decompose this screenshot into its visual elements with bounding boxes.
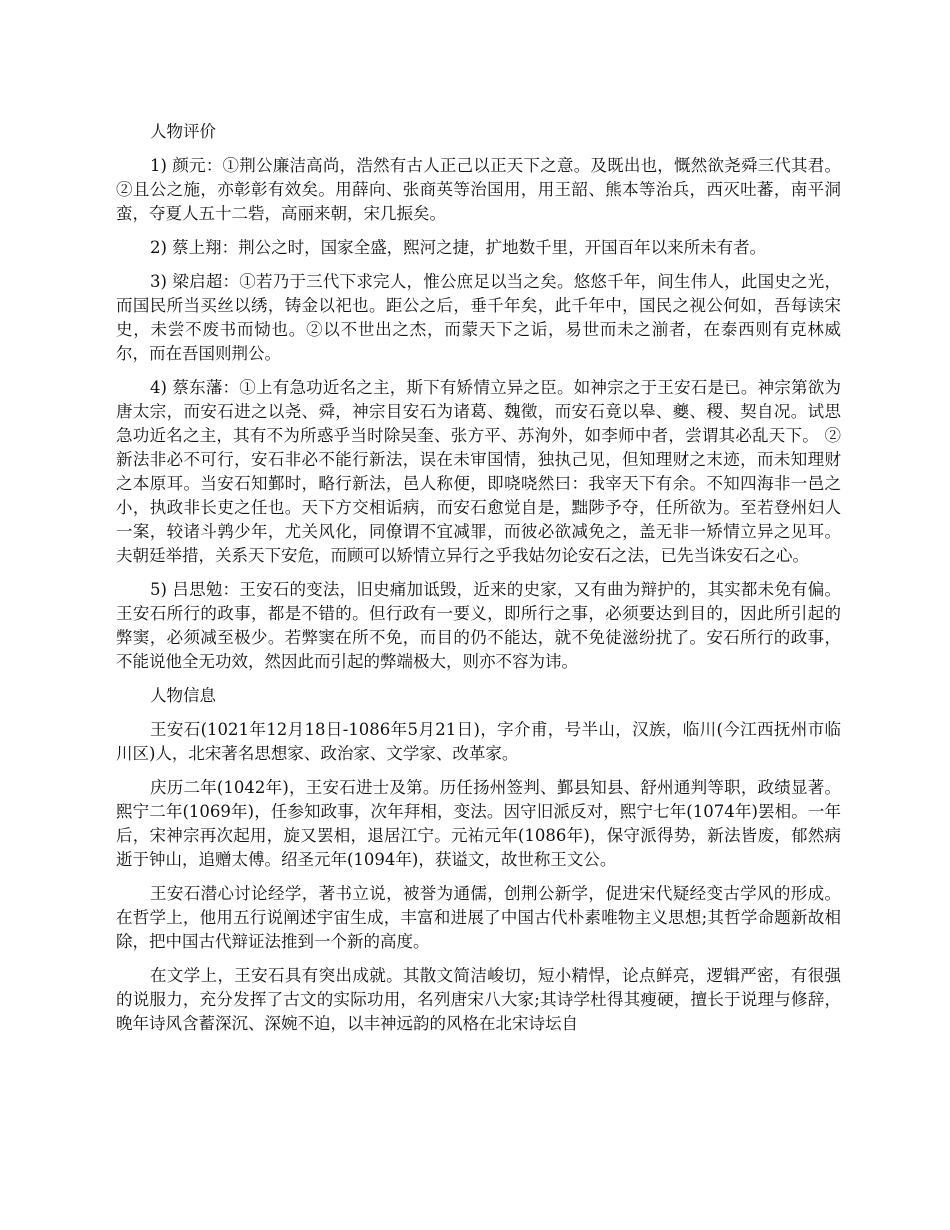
section-heading-evaluation: 人物评价 [150, 122, 216, 141]
section-heading-info: 人物信息 [150, 686, 216, 705]
paragraph: 1) 颜元：①荆公廉洁高尚，浩然有古人正己以正天下之意。及既出也，慨然欲尧舜三代其君。②且公之施，亦彰彰有效矣。用薛向、张商英等治国用，用王韶、熊本等治兵，西灭吐蕃，南平洞蛮，夺夏人五十二砦，高丽来朝，宋几振矣。 [116, 156, 841, 223]
paragraph: 庆历二年(1042年)，王安石进士及第。历任扬州签判、鄞县知县、舒州通判等职，政绩显著。熙宁二年(1069年)，任参知政事，次年拜相，变法。因守旧派反对，熙宁七年(1074年)罢相。一年后，宋神宗再次起用，旋又罢相，退居江宁。元祐元年(1086年)，保守派得势，新法皆废，郁然病逝于钟山，追赠太傅。绍圣元年(1094年)，获谥文，故世称王文公。 [116, 778, 841, 869]
paragraph: 在文学上，王安石具有突出成就。其散文简洁峻切，短小精悍，论点鲜亮，逻辑严密，有很强的说服力，充分发挥了古文的实际功用，名列唐宋八大家;其诗学杜得其瘦硬，擅长于说理与修辞，晚年诗风含蓄深沉、深婉不迫，以丰神远韵的风格在北宋诗坛自 [116, 966, 841, 1033]
paragraph: 4) 蔡东藩：①上有急功近名之主，斯下有矫情立异之臣。如神宗之于王安石是已。神宗第欲为唐太宗，而安石进之以尧、舜，神宗目安石为诸葛、魏徵，而安石竟以皋、夔、稷、契自况。试思急功近名之主，其有不为所惑乎当时除吴奎、张方平、苏洵外，如李师中者，尝谓其必乱天下。 ②新法非必不可行，安石非必不能行新法，误在未审国情，独执己见，但知理财之末迹，而未知理财之本原耳。当安石知鄞时，略行新法，邑人称便，即哓哓然曰：我宰天下有余。不知四海非一邑之小，执政非长吏之任也。天下方交相诟病，而安石愈觉自是，黜陟予夺，任所欲为。至若登州妇人一案，较诸斗鹑少年，尤关风化，同僚谓不宜减罪，而彼必欲减免之，盖无非一矫情立异之见耳。夫朝廷举措，关系天下安危，而顾可以矫情立异行之乎我姑勿论安石之法，已先当诛安石之心。 [116, 378, 841, 565]
document-body [116, 120, 841, 1046]
paragraph: 3) 梁启超：①若乃于三代下求完人，惟公庶足以当之矣。悠悠千年，间生伟人，此国史之光，而国民所当买丝以绣，铸金以祀也。距公之后，垂千年矣，此千年中，国民之视公何如，吾每读宋史，未尝不废书而恸也。②以不世出之杰，而蒙天下之诟，易世而未之湔者，在泰西则有克林威尔，而在吾国则荆公。 [116, 272, 841, 363]
paragraph: 王安石(1021年12月18日-1086年5月21日)，字介甫，号半山，汉族，临川(今江西抚州市临川区)人，北宋著名思想家、政治家、文学家、改革家。 [116, 720, 841, 763]
paragraph: 2) 蔡上翔：荆公之时，国家全盛，熙河之捷，扩地数千里，开国百年以来所未有者。 [150, 238, 767, 257]
paragraph: 王安石潜心讨论经学，著书立说，被誉为通儒，创荆公新学，促进宋代疑经变古学风的形成。在哲学上，他用五行说阐述宇宙生成，丰富和进展了中国古代朴素唯物主义思想;其哲学命题新故相除，把中国古代辩证法推到一个新的高度。 [116, 884, 841, 951]
paragraph: 5) 吕思勉：王安石的变法，旧史痛加诋毁，近来的史家，又有曲为辩护的，其实都未免有偏。王安石所行的政事，都是不错的。但行政有一要义，即所行之事，必须要达到目的，因此所引起的弊窦，必须减至极少。若弊窦在所不免，而目的仍不能达，就不免徒滋纷扰了。安石所行的政事，不能说他全无功效，然因此而引起的弊端极大，则亦不容为讳。 [116, 580, 841, 671]
